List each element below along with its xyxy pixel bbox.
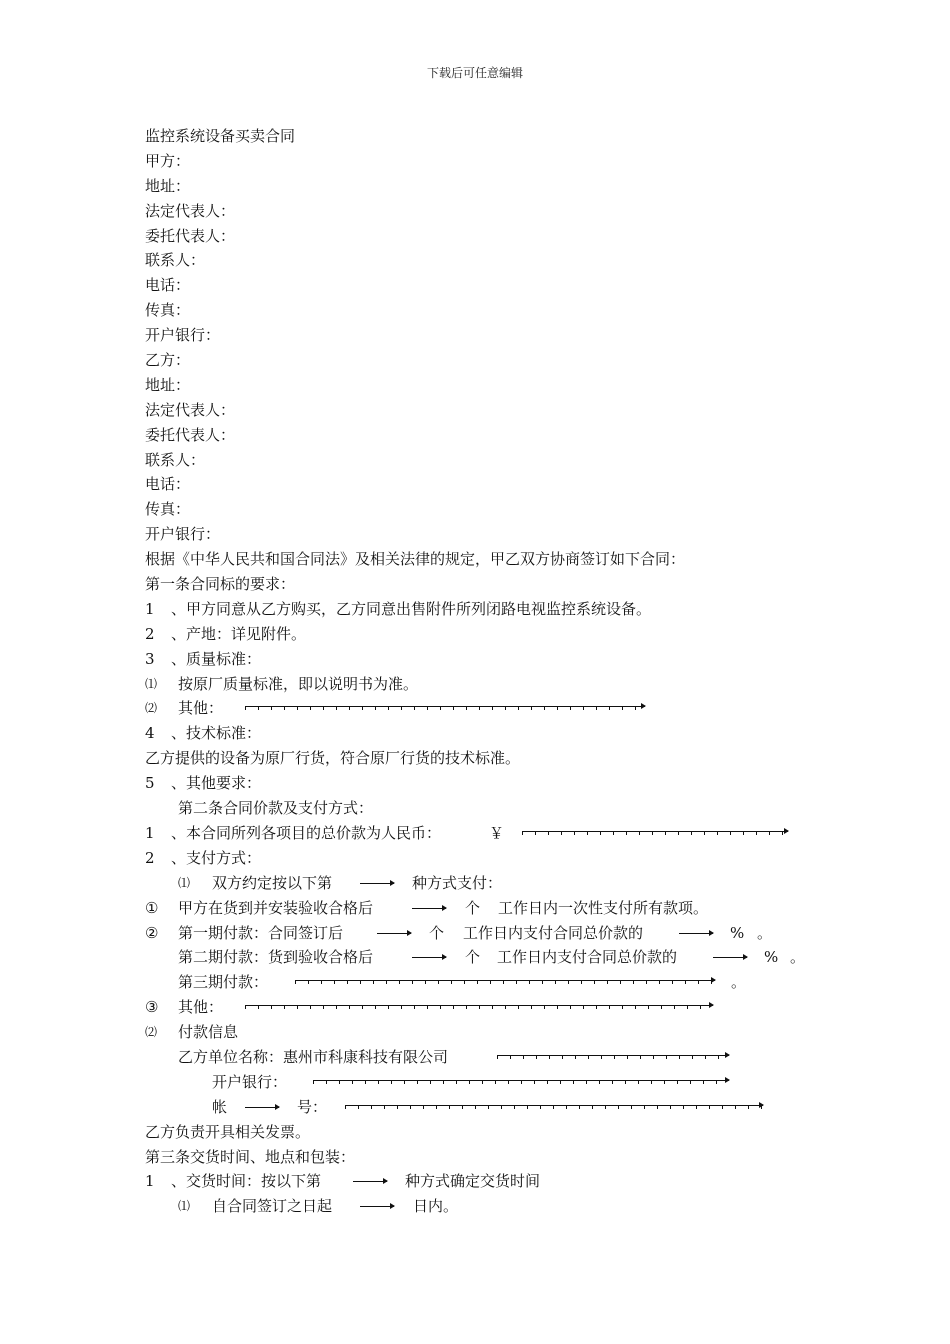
article-3-sub-1: ⑴ 自合同签订之日起 日内。 <box>145 1194 845 1219</box>
payment-option-3: ③ 其他： <box>145 995 845 1020</box>
currency-symbol: ￥ <box>489 823 505 842</box>
blank-line <box>245 1107 279 1108</box>
item-number: 2 <box>145 848 155 867</box>
party-b-phone: 电话： <box>145 475 191 494</box>
article-1-item-4-text: 乙方提供的设备为原厂行货，符合原厂行货的技术标准。 <box>145 749 521 768</box>
sub-number: ⑵ <box>145 1025 158 1040</box>
blank-line <box>679 933 713 934</box>
sub-number: ⑴ <box>178 875 191 890</box>
blank-line <box>377 933 411 934</box>
item-text: 、支付方式： <box>171 848 262 867</box>
page-header: 下载后可任意编辑 <box>426 66 523 80</box>
item-number: 1 <box>145 599 155 618</box>
party-a-contact: 联系人： <box>145 251 206 270</box>
sub-text: 按原厂质量标准，即以说明书为准。 <box>178 674 419 693</box>
option-number: ① <box>145 898 159 917</box>
payment-method-choice: ⑴ 双方约定按以下第 种方式支付： <box>145 871 845 896</box>
party-a-phone: 电话： <box>145 276 191 295</box>
item-text: 、技术标准： <box>171 724 262 743</box>
item-number: 3 <box>145 649 155 668</box>
item-text: 、本合同所列各项目的总价款为人民币： <box>171 823 442 842</box>
article-1-item-1 <box>145 597 845 622</box>
payment-info-heading: ⑵ 付款信息 <box>145 1020 845 1045</box>
payment-option-1: ① 甲方在货到并安装验收合格后 个 工作日内一次性支付所有款项。 <box>145 896 845 921</box>
blank-line <box>412 908 446 909</box>
article-3-item-1: 1 、交货时间：按以下第 种方式确定交货时间 <box>145 1169 845 1194</box>
payee-name-line: 乙方单位名称：惠州市科康科技有限公司 <box>145 1045 845 1070</box>
article-1-sub-1 <box>145 672 845 697</box>
article-2-item-1 <box>145 821 845 846</box>
item-number: 1 <box>145 1172 155 1191</box>
party-b-label: 乙方： <box>145 351 191 370</box>
party-b-bank: 开户银行： <box>145 525 221 544</box>
blank-line <box>245 1005 713 1009</box>
blank-line <box>360 883 394 884</box>
article-1-item-3 <box>145 647 845 672</box>
article-1-item-4 <box>145 721 845 746</box>
article-1-title: 第一条合同标的要求： <box>145 575 296 594</box>
blank-line <box>353 1181 387 1182</box>
item-text: 、其他要求： <box>171 774 262 793</box>
blank-line <box>245 706 645 710</box>
blank-line <box>713 957 747 958</box>
party-b-agent: 委托代表人： <box>145 425 236 444</box>
blank-line <box>412 957 446 958</box>
article-1-item-5 <box>145 771 845 796</box>
sub-number: ⑴ <box>145 676 158 691</box>
option-number: ② <box>145 923 159 942</box>
article-1-sub-2 <box>145 696 845 721</box>
article-1-item-2 <box>145 622 845 647</box>
document-title: 监控系统设备买卖合同 <box>145 127 296 145</box>
blank-line <box>497 1055 729 1059</box>
party-a-agent: 委托代表人： <box>145 226 236 245</box>
item-text: 、质量标准： <box>171 649 262 668</box>
invoice-note: 乙方负责开具相关发票。 <box>145 1122 311 1141</box>
item-number: 1 <box>145 823 155 842</box>
payee-bank-line: 开户银行： <box>145 1070 845 1095</box>
blank-line <box>360 1206 394 1207</box>
party-a-bank: 开户银行： <box>145 326 221 345</box>
contract-document <box>145 124 845 1219</box>
article-2-title: 第二条合同价款及支付方式： <box>178 799 374 818</box>
item-number: 4 <box>145 724 155 743</box>
party-a-fax: 传真： <box>145 301 191 320</box>
payment-option-2-second: 第二期付款：货到验收合格后 个 工作日内支付合同总价款的 % 。 <box>178 948 806 967</box>
party-b-fax: 传真： <box>145 500 191 519</box>
party-a-legal-rep: 法定代表人： <box>145 201 236 220</box>
sub-number: ⑴ <box>178 1199 191 1214</box>
sub-number: ⑵ <box>145 701 158 716</box>
party-b-contact: 联系人： <box>145 450 206 469</box>
intro-paragraph: 根据《中华人民共和国合同法》及相关法律的规定，甲乙双方协商签订如下合同： <box>145 550 686 569</box>
payment-option-2-third: 第三期付款： 。 <box>178 973 747 992</box>
blank-line <box>295 980 715 984</box>
article-3-title: 第三条交货时间、地点和包装： <box>145 1147 356 1166</box>
option-number: ③ <box>145 998 159 1017</box>
party-a-address: 地址： <box>145 176 191 195</box>
blank-line <box>313 1080 729 1084</box>
article-2-item-2 <box>145 846 845 871</box>
item-number: 2 <box>145 624 155 643</box>
party-b-address: 地址： <box>145 375 191 394</box>
sub-text: 其他： <box>178 699 224 718</box>
payee-account-line: 帐 号： <box>145 1095 845 1120</box>
party-b-legal-rep: 法定代表人： <box>145 400 236 419</box>
payment-option-2-first: ② 第一期付款：合同签订后 个 工作日内支付合同总价款的 % 。 <box>145 921 845 946</box>
blank-line <box>522 831 788 835</box>
blank-line <box>345 1105 763 1109</box>
item-text: 、产地：详见附件。 <box>171 624 307 643</box>
item-text: 、甲方同意从乙方购买，乙方同意出售附件所列闭路电视监控系统设备。 <box>171 599 652 618</box>
party-a-label: 甲方： <box>145 151 191 170</box>
item-number: 5 <box>145 774 155 793</box>
